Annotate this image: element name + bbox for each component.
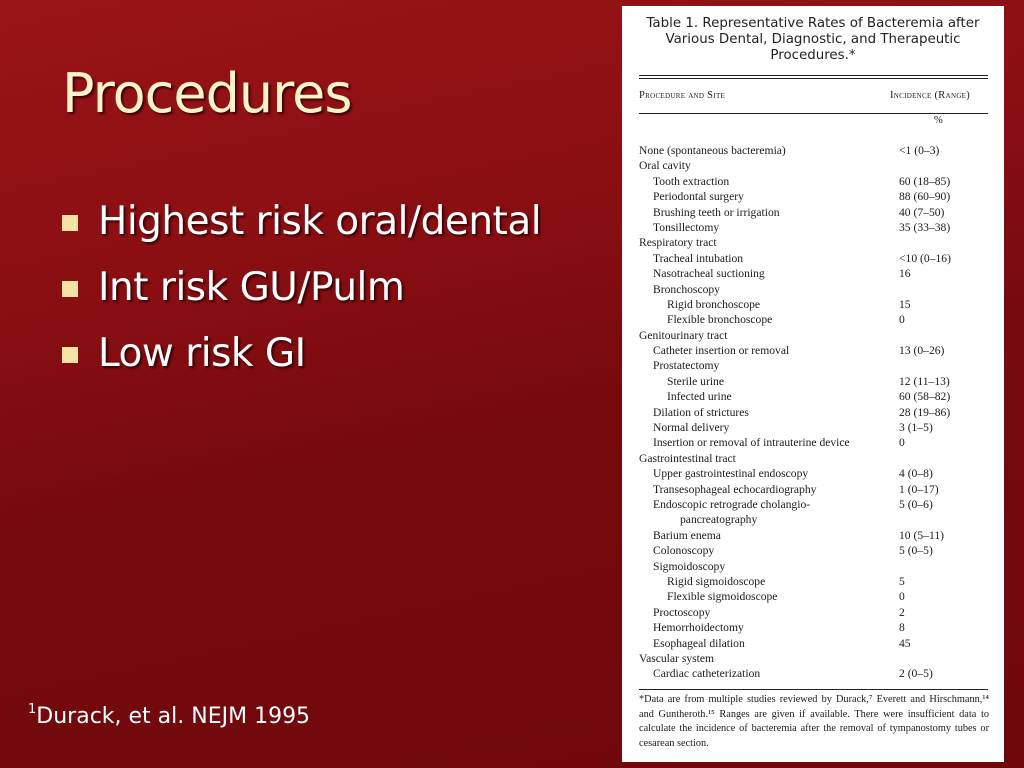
row-label: Vascular system	[639, 651, 715, 665]
bullet-item	[62, 254, 541, 320]
citation-footnote	[28, 702, 310, 729]
row-label: Proctoscopy	[653, 605, 711, 619]
row-value: 60 (58–82)	[899, 390, 951, 404]
table-row	[639, 497, 988, 512]
table-row	[639, 543, 988, 558]
row-value: 12 (11–13)	[899, 374, 950, 388]
row-label: Endoscopic retrograde cholangio-	[653, 497, 811, 511]
row-value: 0	[899, 590, 905, 604]
table-row	[639, 605, 988, 620]
row-label: Genitourinary tract	[639, 328, 728, 342]
column-header-incidence: Incidence (Range)	[890, 90, 971, 101]
column-unit: %	[934, 115, 943, 126]
row-label: Flexible sigmoidoscope	[667, 590, 778, 604]
row-label: Prostatectomy	[653, 359, 720, 373]
row-value: 88 (60–90)	[899, 190, 951, 204]
row-value: 40 (7–50)	[899, 205, 945, 219]
row-label: Respiratory tract	[639, 236, 717, 250]
table-row	[639, 420, 988, 435]
table-row	[639, 528, 988, 543]
table-row	[639, 451, 988, 466]
row-label: Oral cavity	[639, 159, 691, 173]
bullet-item	[62, 320, 541, 386]
row-label: Colonoscopy	[653, 544, 715, 558]
row-label: Rigid sigmoidoscope	[667, 574, 766, 588]
row-label: Flexible bronchoscope	[667, 313, 773, 327]
row-label: None (spontaneous bacteremia)	[639, 144, 786, 157]
bullet-item	[62, 188, 541, 254]
table-row	[639, 374, 988, 389]
table-row	[639, 266, 988, 281]
footnote-marker: 1	[28, 702, 37, 717]
row-label: Gastrointestinal tract	[639, 451, 736, 465]
row-value: 16	[899, 267, 911, 281]
row-label: pancreatography	[680, 513, 758, 527]
bullet-text: Int risk GU/Pulm	[98, 264, 405, 310]
row-label: Cardiac catheterization	[653, 667, 761, 681]
row-value: 5 (0–6)	[899, 497, 933, 511]
table-row	[639, 189, 988, 204]
row-label: Rigid bronchoscope	[667, 297, 761, 311]
row-label: Tracheal intubation	[653, 251, 744, 265]
table-row	[639, 574, 988, 589]
table-rule	[639, 75, 988, 76]
table-row	[639, 405, 988, 420]
row-label: Upper gastrointestinal endoscopy	[653, 467, 809, 481]
square-bullet-icon	[62, 347, 78, 363]
row-label: Barium enema	[653, 528, 721, 542]
row-label: Tooth extraction	[653, 174, 730, 188]
table-row	[639, 620, 988, 635]
row-label: Hemorrhoidectomy	[653, 621, 744, 635]
bullet-text: Low risk GI	[98, 330, 306, 376]
bullet-text: Highest risk oral/dental	[98, 198, 542, 244]
table-row	[639, 312, 988, 327]
table-row	[639, 174, 988, 189]
row-value: <10 (0–16)	[899, 251, 951, 265]
row-value: 45	[899, 636, 911, 650]
table-row	[639, 343, 988, 358]
table-row	[639, 143, 988, 158]
row-value: 4 (0–8)	[899, 467, 933, 481]
row-value: 5	[899, 574, 905, 588]
table-row	[639, 205, 988, 220]
row-value: 8	[899, 621, 905, 635]
row-label: Bronchoscopy	[653, 282, 720, 296]
row-label: Brushing teeth or irrigation	[653, 205, 780, 219]
table-row	[639, 466, 988, 481]
row-value: 10 (5–11)	[899, 528, 944, 542]
row-label: Infected urine	[667, 390, 732, 404]
table-rule	[639, 113, 988, 114]
table-row	[639, 328, 988, 343]
row-value: 2 (0–5)	[899, 667, 933, 681]
row-value: 15	[899, 297, 911, 311]
table-row	[639, 666, 988, 681]
row-value: 28 (19–86)	[899, 405, 951, 419]
table-row	[639, 389, 988, 404]
row-label: Insertion or removal of intrauterine device	[653, 436, 850, 450]
row-value: 2	[899, 605, 905, 619]
table-row	[639, 482, 988, 497]
table-row	[639, 636, 988, 651]
row-label: Periodontal surgery	[653, 190, 744, 204]
footnote-text: Durack, et al. NEJM 1995	[36, 704, 311, 729]
table-row	[639, 282, 988, 297]
row-label: Sigmoidoscopy	[653, 559, 726, 573]
row-value: <1 (0–3)	[899, 144, 940, 157]
table-row	[639, 589, 988, 604]
square-bullet-icon	[62, 215, 78, 231]
row-value: 35 (33–38)	[899, 220, 951, 234]
column-header-procedure: Procedure and Site	[639, 90, 726, 101]
row-value: 3 (1–5)	[899, 421, 933, 435]
table-body	[639, 143, 988, 682]
table-row	[639, 251, 988, 266]
square-bullet-icon	[62, 281, 78, 297]
table-row	[639, 358, 988, 373]
row-value: 0	[899, 436, 905, 450]
row-label: Sterile urine	[667, 374, 724, 388]
row-label: Transesophageal echocardiography	[653, 482, 817, 496]
row-value: 0	[899, 313, 905, 327]
row-label: Dilation of strictures	[653, 405, 749, 419]
row-value: 13 (0–26)	[899, 344, 945, 358]
row-label: Tonsillectomy	[653, 220, 720, 234]
table-rule	[639, 689, 988, 690]
row-label: Catheter insertion or removal	[653, 344, 790, 358]
slide-title: Procedures	[62, 62, 352, 125]
table-row	[639, 651, 988, 666]
row-label: Esophageal dilation	[653, 636, 745, 650]
row-value: 60 (18–85)	[899, 174, 951, 188]
table-footnote: *Data are from multiple studies reviewed by Durack,⁷ Everett and Hirschmann,¹⁴ and Guntheroth.¹⁵ Ranges are given if available. There were insufficient data to calculate the incidence of bacteremia after the removal of tympanostomy tubes or cesarean section.	[639, 694, 989, 749]
table-rule	[639, 78, 988, 79]
row-label: Nasotracheal suctioning	[653, 267, 765, 281]
table-caption: Table 1. Representative Rates of Bacteremia after Various Dental, Diagnostic, and Therapeutic Procedures.*	[646, 16, 980, 63]
table-row	[639, 512, 988, 527]
table-row	[639, 220, 988, 235]
bacteremia-table-image	[622, 6, 1004, 762]
table-row	[639, 158, 988, 173]
row-value: 1 (0–17)	[899, 482, 939, 496]
bullet-list	[62, 188, 541, 386]
table-row	[639, 235, 988, 250]
row-label: Normal delivery	[653, 421, 730, 435]
table-row	[639, 435, 988, 450]
row-value: 5 (0–5)	[899, 544, 933, 558]
table-row	[639, 559, 988, 574]
table-row	[639, 297, 988, 312]
